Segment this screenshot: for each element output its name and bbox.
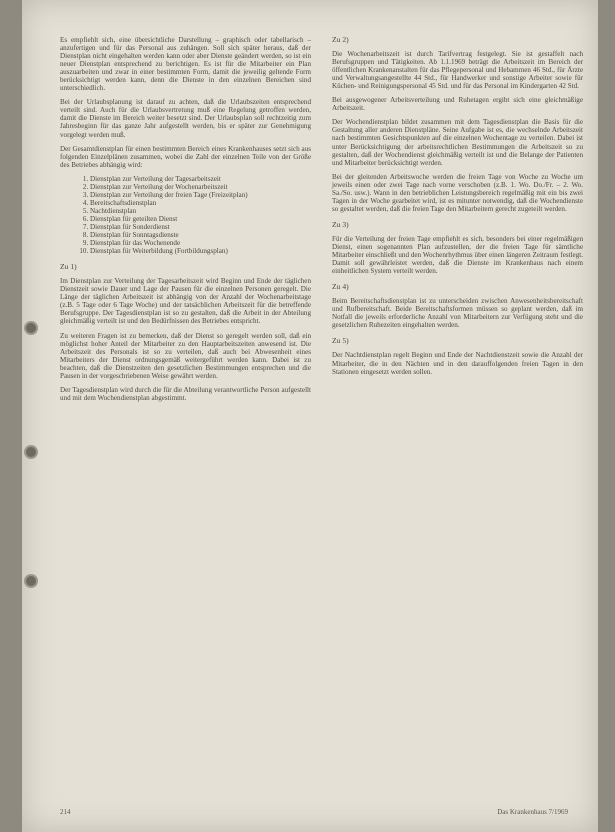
list-item: 8. Dienstplan für Sonntagsdienste — [90, 231, 311, 239]
paragraph: Der Tagesdienstplan wird durch die für die Abteilung verantwortliche Person aufgestellt und mit dem Wochendienstplan abgestimmt. — [60, 385, 311, 402]
paragraph: Im Dienstplan zur Verteilung der Tagesarbeitszeit wird Beginn und Ende der täglichen Dienstzeit sowie Dauer und Lage der Pausen für die einzelnen Personen geregelt. Die Länge der täglichen Arbeitszeit ist abhängig von der Anzahl der Wochenarbeitstage (z.B. 5 Tage oder 6 Tage Woche) und der tatsächlichen Arbeitszeit für die betreffende Berufsgruppe. Der Tagesdienstplan ist so zu gestalten, daß die Arbeit in der Abteilung gleichmäßig verteilt ist und den Bedürfnissen des Betriebes entspricht. — [60, 277, 311, 326]
section-heading: Zu 2) — [332, 35, 349, 44]
list-item: 5. Nachtdienstplan — [90, 207, 311, 215]
binder-hole — [26, 576, 36, 586]
paragraph: Bei der gleitenden Arbeitswoche werden die freien Tage von Woche zu Woche um jeweils einen oder zwei Tage nach vorne verschoben (z.B. 1. Wo. Do./Fr. – 2. Wo. Sa./So. usw.). Wann in den betrieblichen Leistungsbereich regelmäßig mit ein bis zwei Tagen in der Woche gearbeitet wird, ist es mitunter notwendig, daß die Wochendienste so gestaltet werden, daß die freien Tage den Mitarbeitern gerecht zugeteilt werden. — [332, 172, 583, 213]
list-item: 9. Dienstplan für das Wochenende — [90, 239, 311, 247]
paragraph: Der Nachtdienstplan regelt Beginn und Ende der Nachtdienstzeit sowie die Anzahl der Mitarbeiter, die in den Nächten und in den darauffolgenden freien Tagen in den Stationen eingesetzt werden sollen. — [332, 351, 583, 376]
page-number: 214 — [60, 808, 71, 816]
section-heading: Zu 5) — [332, 336, 349, 346]
section-heading: Zu 3) — [332, 219, 349, 229]
right-column — [332, 36, 583, 382]
paragraph: Bei der Urlaubsplanung ist darauf zu achten, daß die Urlaubszeiten entsprechend verteilt sind. Auch für die Urlaubsvertretung muß eine Regelung getroffen werden, damit die Dienste im Bereich weiter besetzt sind. Der Urlaubsplan soll rechtzeitig zum Jahresbeginn für das ganze Jahr aufgestellt werden, bis er später zur Genehmigung vorgelegt werden muß. — [60, 98, 311, 139]
paragraph: Zu weiteren Fragen ist zu bemerken, daß der Dienst so geregelt werden soll, daß ein möglichst hoher Anteil der Mitarbeiter zu den Hauptarbeitszeiten anwesend ist. Die Arbeitszeit des Personals ist so zu verteilen, daß auch bei Abwesenheit eines Mitarbeiters der Dienst ordnungsgemäß weitergeführt werden kann. Dabei ist zu beachten, daß die Dienstzeiten den gesetzlichen Bestimmungen entsprechen und die Pausen in der vorgeschriebenen Weise gewährt werden. — [60, 331, 311, 380]
list-item: 2. Dienstplan zur Verteilung der Wochenarbeitszeit — [90, 183, 311, 191]
list-item: 4. Bereitschaftsdienstplan — [90, 199, 311, 207]
paragraph: Bei ausgewogener Arbeitsverteilung und Ruhetagen ergibt sich eine gleichmäßige Arbeitszeit. — [332, 96, 583, 113]
list-item: 10. Dienstplan für Weiterbildung (Fortbildungsplan) — [90, 247, 311, 255]
paragraph: Für die Verteilung der freien Tage empfiehlt es sich, besonders bei einer regelmäßigen Dienst, einen sogenannten Plan aufzustellen, der die freien Tage für sämtliche Mitarbeiter einschließt und den Wochenrhythmus über einen längeren Zeitraum festlegt. Damit soll gewährleistet werden, daß die Dienste im Krankenhaus nach einem einheitlichen System verteilt werden. — [332, 234, 583, 276]
paragraph: Der Gesamtdienstplan für einen bestimmten Bereich eines Krankenhauses setzt sich aus folgenden Einzelplänen zusammen, wobei die Zahl der einzelnen Teile von der Größe des Betriebes abhängig wird: — [60, 144, 311, 169]
list-item: 3. Dienstplan zur Verteilung der freien Tage (Freizeitplan) — [90, 191, 311, 199]
list-item: 6. Dienstplan für geteilten Dienst — [90, 215, 311, 223]
journal-reference: Das Krankenhaus 7/1969 — [497, 808, 568, 816]
list-item: 1. Dienstplan zur Verteilung der Tagesarbeitszeit — [90, 175, 311, 183]
paragraph: Beim Bereitschaftsdienstplan ist zu unterscheiden zwischen Anwesenheitsbereitschaft und Rufbereitschaft. Beide Bereitschaftsformen müssen so geplant werden, daß im Notfall die jeweils erforderliche Anzahl von Mitarbeitern zur Verfügung steht und die gesetzlichen Ruhezeiten eingehalten werden. — [332, 297, 583, 330]
binder-hole — [26, 323, 36, 333]
paragraph: Die Wochenarbeitszeit ist durch Tarifvertrag festgelegt. Sie ist gestaffelt nach Berufsgruppen und Tätigkeiten. Ab 1.1.1969 beträgt die Arbeitszeit im Bereich der öffentlichen Krankenanstalten für das Pflegepersonal und Hebammen 46 Std., für Ärzte und Verwaltungsangestellte 44 Std., für Handwerker und sonstige Arbeiter sowie für Küchen- und Reinigungspersonal 45 Std. und für das Personal im Kindergarten 42 Std. — [332, 50, 583, 91]
left-column — [60, 36, 311, 408]
section-heading: Zu 1) — [60, 262, 77, 272]
binder-hole — [26, 447, 36, 457]
plan-list — [60, 175, 311, 255]
list-item: 7. Dienstplan für Sonderdienst — [90, 223, 311, 231]
paragraph: Es empfiehlt sich, eine übersichtliche Darstellung – graphisch oder tabellarisch – anzufertigen und für das Personal aus zuhängen. Soll sich später heraus, daß der Dienstplan nicht eingehalten werden kann oder aber Dienste geändert werden, so ist ein neuer Dienstplan entsprechend zu berichtigen. Es ist für die Mitarbeiter ein Plan auszuarbeiten und zwar in einer bestimmten Form, damit die jeweilig geltende Form berücksichtigt werden kann, denn die Dienste in den einzelnen Bereichen sind unterschiedlich. — [60, 36, 311, 93]
paragraph: Der Wochendienstplan bildet zusammen mit dem Tagesdienstplan die Basis für die Gestaltung aller anderen Dienstpläne. Seine Aufgabe ist es, die wechselnde Arbeitszeit nach bestimmten Gesichtspunkten auf die einzelnen Wochentage zu verteilen. Dabei ist unter Berücksichtigung der arbeitsrechtlichen Bestimmungen die Arbeitszeit so zu gestalten, daß der Wochendienst gleichmäßig verteilt ist und die Belange der Patienten und Mitarbeiter berücksichtigt werden. — [332, 118, 583, 167]
section-heading: Zu 4) — [332, 282, 349, 292]
document-page — [22, 0, 598, 832]
